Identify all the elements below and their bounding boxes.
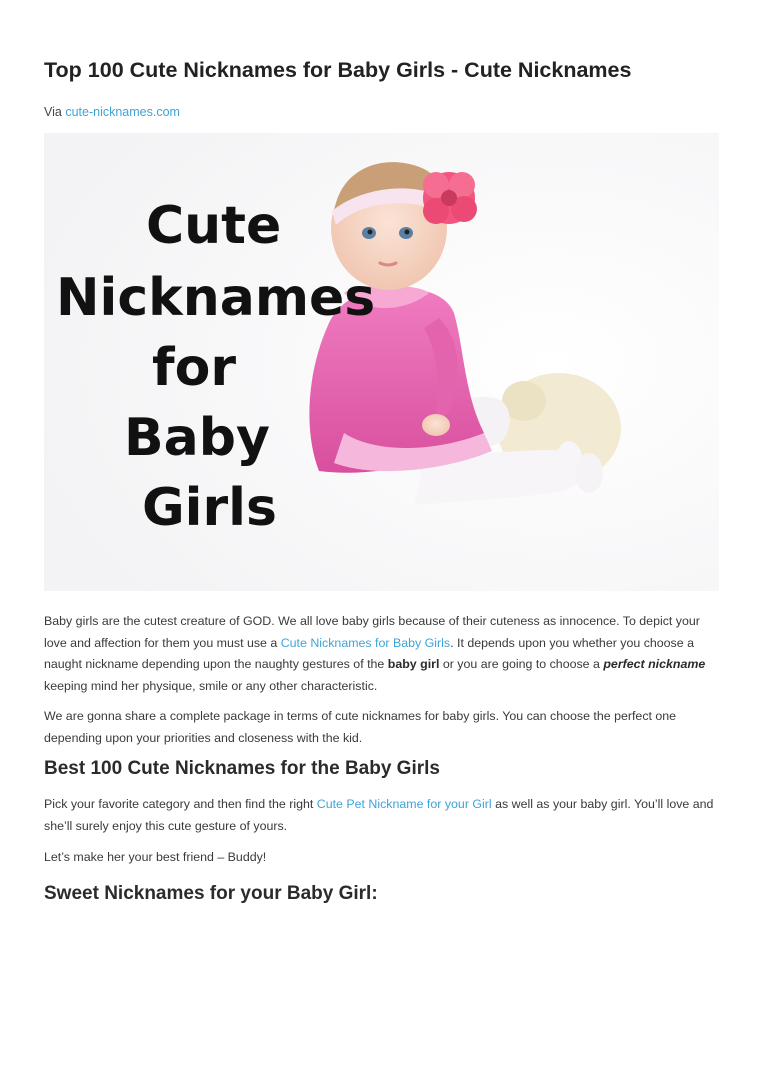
bold-baby-girl: baby girl [387, 657, 440, 671]
page-title: Top 100 Cute Nicknames for Baby Girls - Cute Nicknames [44, 58, 632, 82]
intro-paragraph [44, 611, 720, 697]
category-paragraph [44, 794, 720, 837]
intro-text-4: keeping mind her physique, smile or any other characteristic. [44, 678, 378, 693]
section-heading-best-100: Best 100 Cute Nicknames for the Baby Girls [44, 758, 440, 779]
best-friend-paragraph: Let’s make her your best friend – Buddy! [44, 850, 267, 864]
bold-italic-perfect-nickname: perfect nickname [603, 657, 706, 671]
package-paragraph: We are gonna share a complete package in terms of cute nicknames for baby girls. You can choose the perfect one depending upon your priorities and closeness with the kid. [44, 709, 677, 745]
via-label: Via [44, 105, 62, 119]
cute-pet-nickname-link[interactable]: Cute Pet Nickname for your Girl [316, 797, 492, 811]
intro-text-3: or you are going to choose a [439, 657, 604, 671]
caption-line-3: for [152, 338, 236, 398]
flower-icon [423, 172, 477, 224]
hero-image [44, 133, 719, 591]
intro-text-2: . It depends upon you whether you choose a naught nickname depending upon the naughty gestures of the [44, 635, 694, 671]
category-text-2: as well as your baby girl. You’ll love and she’ll surely enjoy this cute gesture of yours. [44, 797, 714, 833]
section-heading-sweet-nicknames: Sweet Nicknames for your Baby Girl: [44, 883, 378, 904]
cute-nicknames-link[interactable]: Cute Nicknames for Baby Girls [280, 635, 451, 650]
caption-line-4: Baby [124, 408, 270, 468]
caption-line-5: Girls [142, 478, 277, 538]
caption-line-2: Nicknames [56, 268, 376, 328]
caption-line-1: Cute [146, 196, 282, 256]
source-line [44, 105, 180, 119]
source-link[interactable]: cute-nicknames.com [65, 105, 180, 119]
baby-girl-photo [44, 133, 719, 591]
category-text-1: Pick your favorite category and then find the right [44, 797, 317, 811]
intro-text-1: Baby girls are the cutest creature of GOD. We all love baby girls because of their cuteness as innocence. To depict your love and affection for them you must use a [44, 614, 700, 650]
